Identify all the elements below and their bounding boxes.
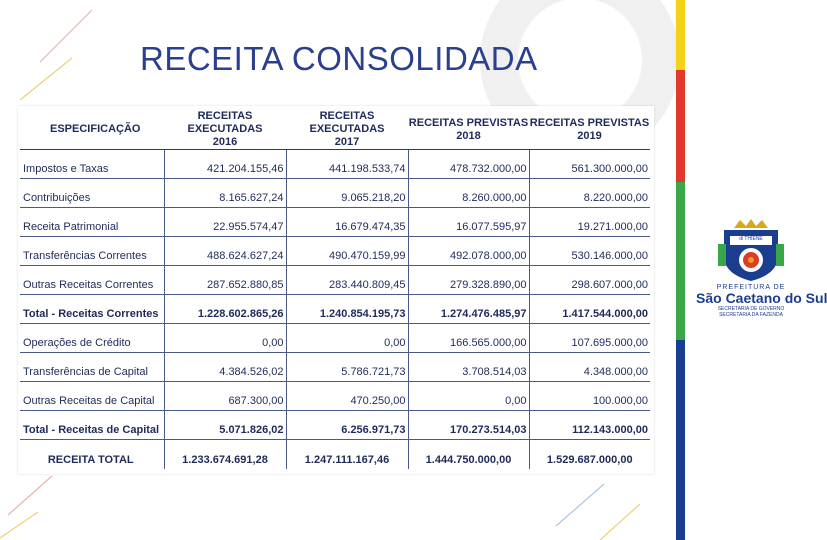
logo-line2: São Caetano do Sul	[696, 290, 827, 306]
cell-2017: 16.679.474,35	[286, 208, 408, 237]
cell-2019: 107.695.000,00	[529, 324, 650, 353]
row-label: RECEITA TOTAL	[20, 440, 164, 469]
header-2016: RECEITAS EXECUTADAS 2016	[164, 110, 286, 150]
cell-2018: 0,00	[408, 382, 529, 411]
cell-2017: 0,00	[286, 324, 408, 353]
cell-2017: 283.440.809,45	[286, 266, 408, 295]
row-label: Receita Patrimonial	[20, 208, 164, 237]
cell-2019: 4.348.000,00	[529, 353, 650, 382]
cell-2016: 421.204.155,46	[164, 150, 286, 179]
cell-2018: 478.732.000,00	[408, 150, 529, 179]
row-label: Transferências de Capital	[20, 353, 164, 382]
table-row	[20, 382, 650, 411]
table-row	[20, 208, 650, 237]
cell-2016: 1.233.674.691,28	[164, 440, 286, 469]
table-row	[20, 150, 650, 179]
header-2017: RECEITAS EXECUTADAS 2017	[286, 110, 408, 150]
stripe-yellow	[676, 0, 685, 70]
cell-2017: 6.256.971,73	[286, 411, 408, 440]
cell-2018: 492.078.000,00	[408, 237, 529, 266]
table-row	[20, 324, 650, 353]
cell-2016: 488.624.627,24	[164, 237, 286, 266]
table-row	[20, 179, 650, 208]
cell-2016: 8.165.627,24	[164, 179, 286, 208]
cell-2019: 1.529.687.000,00	[546, 453, 633, 466]
cell-2018: 1.444.750.000,00	[408, 440, 529, 469]
logo-line3: SECRETARIA DE GOVERNO	[717, 306, 785, 312]
stripe-green	[676, 182, 685, 340]
cell-2018: 16.077.595,97	[408, 208, 529, 237]
cell-2019: 19.271.000,00	[529, 208, 650, 237]
row-label: Contribuições	[20, 179, 164, 208]
table-row	[20, 353, 650, 382]
header-spec: ESPECIFICAÇÃO	[20, 110, 164, 150]
cell-2017: 5.786.721,73	[286, 353, 408, 382]
cell-2016: 0,00	[164, 324, 286, 353]
cell-2018: 8.260.000,00	[408, 179, 529, 208]
cell-2016: 4.384.526,02	[164, 353, 286, 382]
row-label: Total - Receitas de Capital	[20, 411, 164, 440]
cell-2016: 1.228.602.865,26	[164, 295, 286, 324]
slide-title: RECEITA CONSOLIDADA	[140, 40, 538, 77]
cell-2019: 112.143.000,00	[529, 411, 650, 440]
revenue-table	[20, 110, 650, 469]
row-label: Operações de Crédito	[20, 324, 164, 353]
cell-2019: 1.417.544.000,00	[529, 295, 650, 324]
revenue-table-panel	[18, 106, 654, 474]
row-label: Transferências Correntes	[20, 237, 164, 266]
cell-2016: 687.300,00	[164, 382, 286, 411]
cell-2019: 8.220.000,00	[529, 179, 650, 208]
row-label: Outras Receitas de Capital	[20, 382, 164, 411]
cell-2018: 3.708.514,03	[408, 353, 529, 382]
header-2018: RECEITAS PREVISTAS 2018	[408, 110, 529, 150]
stripe-red	[676, 70, 685, 182]
cell-2019: 530.146.000,00	[529, 237, 650, 266]
cell-2016: 287.652.880,85	[164, 266, 286, 295]
cell-2016: 5.071.826,02	[164, 411, 286, 440]
row-label: Total - Receitas Correntes	[20, 295, 164, 324]
cell-2018: 1.274.476.485,97	[408, 295, 529, 324]
table-row-total-current	[20, 295, 650, 324]
city-logo	[696, 218, 827, 318]
cell-2017: 9.065.218,20	[286, 179, 408, 208]
header-2019: RECEITAS PREVISTAS 2019	[529, 110, 650, 150]
table-row-total-capital	[20, 411, 650, 440]
row-label: Impostos e Taxas	[20, 150, 164, 179]
cell-2019: 561.300.000,00	[529, 150, 650, 179]
table-row	[20, 266, 650, 295]
cell-2017: 1.240.854.195,73	[286, 295, 408, 324]
logo-line4: SECRETARIA DA FAZENDA	[719, 312, 783, 318]
row-label: Outras Receitas Correntes	[20, 266, 164, 295]
cell-2017: 470.250,00	[286, 382, 408, 411]
cell-2019: 298.607.000,00	[529, 266, 650, 295]
table-row-grand-total	[20, 440, 650, 469]
logo-line1: PREFEITURA DE	[716, 284, 786, 291]
stripe-blue	[676, 340, 685, 540]
cell-2016: 22.955.574,47	[164, 208, 286, 237]
cell-2018: 170.273.514,03	[408, 411, 529, 440]
table-header-row	[20, 110, 650, 150]
cell-2018: 279.328.890,00	[408, 266, 529, 295]
city-crest-icon	[716, 218, 786, 282]
cell-2017: 441.198.533,74	[286, 150, 408, 179]
cell-2019: 100.000,00	[529, 382, 650, 411]
cell-2017: 1.247.111.167,46	[286, 440, 408, 469]
table-row	[20, 237, 650, 266]
cell-2017: 490.470.159,99	[286, 237, 408, 266]
cell-2018: 166.565.000,00	[408, 324, 529, 353]
